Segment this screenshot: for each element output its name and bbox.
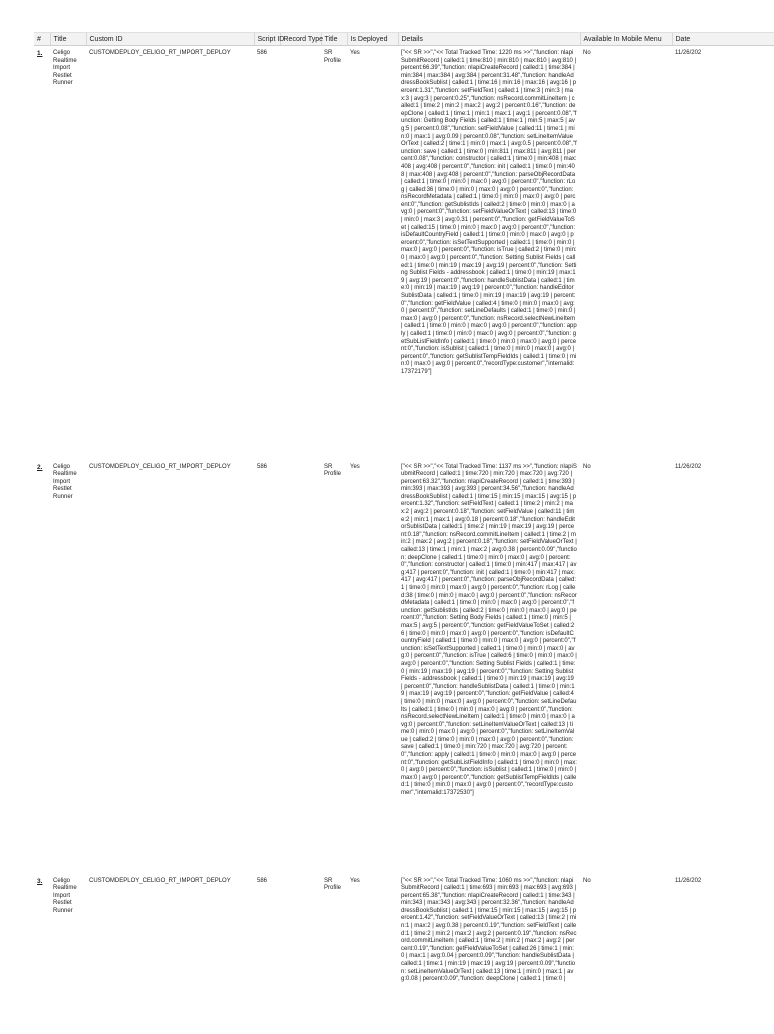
- cell-is-deployed: Yes: [350, 463, 360, 470]
- cell-date: 11/26/202: [675, 463, 702, 470]
- cell-details: ["<< SR >>","<< Total Tracked Time: 1220 ms >>","function: nlapiSubmitRecord | called:1 | time:810 | min:810 | max:810 | avg:810 | percent:66.39","function: nlapiCreateRecord | called:1 | time:384 | min:384 | max:384 | avg:384 | percent:31.48","function: handleAddressBookSublist | called:1 | time:16 | min:16 | max:16 | avg:16 | percent:1.31","function: setFieldText | called:1 | time:3 | min:3 | max:3 | avg:3 | percent:0.25","function: nsRecord.commitLineItem | called:1 | time:2 | min:2 | max:2 | avg:2 | percent:0.16","function: deepClone | called:1 | time:1 | min:1 | max:1 | avg:1 | percent:0.08","function: Getting Body Fields | called:1 | time:1 | min:5 | max:5 | avg:5 | percent:0.08","function: setFieldValue | called:11 | time:1 | min:0 | max:1 | avg:0.09 | percent:0.08","function: setLineItemValueOrText | called:2 | time:1 | min:0 | max:1 | avg:0.5 | percent:0.08","function: save | called:1 | time:0 | min:811 | max:811 | avg:811 | percent:0.08","function: constructor | called:1 | time:0 | min:408 | max:408 | avg:408 | percent:0","function: init | called:1 | time:0 | min:408 | max:408 | avg:408 | percent:0","function: parseObjRecordData | called:1 | time:0 | min:0 | max:0 | avg:0 | percent:0","function: rLog | called:36 | time:0 | min:0 | max:0 | avg:0 | percent:0","function: nsRecordMetadata | called:1 | time:0 | min:0 | max:0 | avg:0 | percent:0","function: getSublistIds | called:2 | time:0 | min:0 | max:0 | avg:0 | percent:0","function: setFieldValueOrText | called:13 | time:0 | min:0 | max:3 | avg:0.31 | percent:0","function: getFieldValueToSet | called:15 | time:0 | min:0 | max:0 | avg:0 | percent:0","function: isDefaultCountryField | called:1 | time:0 | min:0 | max:0 | avg:0 | percent:0","function: isSetTextSupported | called:1 | time:0 | min:0 | max:0 | avg:0 | percent:0","function: isTrue | called:2 | time:0 | min:0 | max:0 | avg:0 | percent:0","function: Setting Sublist Fields | called:1 | time:0 | min:19 | max:19 | avg:19 | percent:0","function: Setting Sublist Fields - addressbook | called:1 | time:0 | min:19 | max:19 | avg:19 | percent:0","function: handleSublistData | called:1 | time:0 | min:19 | max:19 | avg:19 | percent:0","function: handleEditorSublistData | called:1 | time:0 | min:19 | max:19 | avg:19 | percent:0","function: getFieldValue | called:4 | time:0 | min:0 | max:0 | avg:0 | percent:0","function: setLineDefaults | called:1 | time:0 | min:0 | max:0 | avg:0 | percent:0","function: nsRecord.selectNewLineItem | called:1 | time:0 | min:0 | max:0 | avg:0 | percent:0","function: apply | called:1 | time:0 | min:0 | max:0 | avg:0 | percent:0","function: getSubListFieldInfo | called:1 | time:0 | min:0 | max:0 | avg:0 | percent:0","function: isSublist | called:1 | time:0 | min:0 | max:0 | avg:0 | percent:0","function: getSublistTempFieldIds | called:1 | time:0 | min:0 | max:0 | avg:0 | percent:0","recordType:customer","internalid:17372179"]: [401, 50, 577, 375]
- cell-record-type: [280, 460, 321, 874]
- row-number-link[interactable]: 3.: [37, 877, 43, 885]
- cell-custom-id: CUSTOMDEPLOY_CELIGO_RT_IMPORT_DEPLOY: [89, 877, 231, 884]
- cell-script-id: 586: [257, 463, 268, 470]
- table-row: [34, 874, 774, 1034]
- cell-title: Celigo Realtime Import Restlet Runner: [53, 50, 77, 87]
- column-header-available-in-mobile-menu[interactable]: Available In Mobile Menu: [580, 33, 672, 46]
- column-header-details[interactable]: Details: [398, 33, 580, 46]
- cell-details: ["<< SR >>","<< Total Tracked Time: 1060 ms >>","function: nlapiSubmitRecord | called:1 | time:693 | min:693 | max:693 | avg:693 | percent:65.38","function: nlapiCreateRecord | called:1 | time:343 | min:343 | max:343 | avg:343 | percent:32.36","function: handleAddressBookSublist | called:1 | time:15 | min:15 | max:15 | avg:15 | percent:1.42","function: setFieldValueOrText | called:13 | time:2 | min:1 | max:2 | avg:0.38 | percent:0.19","function: setFieldText | called:1 | time:2 | min:2 | max:2 | avg:2 | percent:0.19","function: nsRecord.commitLineItem | called:1 | time:2 | min:2 | max:2 | avg:2 | percent:0.19","function: getFieldValueToSet | called:26 | time:1 | min:0 | max:1 | avg:0.04 | percent:0.09","function: handleSublistData | called:1 | time:1 | min:19 | max:19 | avg:19 | percent:0.09","function: setLineItemValueOrText | called:13 | time:1 | min:0 | max:1 | avg:0.08 | percent:0.09","function: deepClone | called:1 | time:0 |: [401, 877, 577, 983]
- column-header-custom-id[interactable]: Custom ID: [86, 33, 254, 46]
- row-number-link[interactable]: 1.: [37, 50, 43, 57]
- cell-custom-id: CUSTOMDEPLOY_CELIGO_RT_IMPORT_DEPLOY: [89, 50, 231, 56]
- table-row: [34, 46, 774, 460]
- column-header-date[interactable]: Date: [672, 33, 774, 46]
- row-number-link[interactable]: 2.: [37, 463, 43, 471]
- cell-record-type: [280, 46, 321, 460]
- column-header-number[interactable]: #: [34, 33, 50, 46]
- cell-available-in-mobile-menu: No: [583, 463, 591, 470]
- cell-available-in-mobile-menu: No: [583, 877, 591, 884]
- cell-title: Celigo Realtime Import Restlet Runner: [53, 463, 77, 500]
- column-header-is-deployed[interactable]: Is Deployed: [347, 33, 398, 46]
- results-table: [34, 32, 774, 1034]
- table-row: [34, 460, 774, 874]
- column-header-record-type[interactable]: Record Type: [280, 33, 321, 46]
- cell-title: Celigo Realtime Import Restlet Runner: [53, 877, 77, 914]
- cell-is-deployed: Yes: [350, 877, 360, 884]
- cell-date: 11/26/202: [675, 877, 702, 884]
- cell-custom-id: CUSTOMDEPLOY_CELIGO_RT_IMPORT_DEPLOY: [89, 463, 231, 470]
- cell-title-2: SR Profile: [324, 50, 342, 64]
- cell-title-2: SR Profile: [324, 463, 342, 478]
- cell-details: ["<< SR >>","<< Total Tracked Time: 1137 ms >>","function: nlapiSubmitRecord | called:1 | time:720 | min:720 | max:720 | avg:720 | percent:63.32","function: nlapiCreateRecord | called:1 | time:393 | min:393 | max:393 | avg:393 | percent:34.56","function: handleAddressBookSublist | called:1 | time:15 | min:15 | max:15 | avg:15 | percent:1.32","function: setFieldText | called:1 | time:2 | min:2 | max:2 | avg:2 | percent:0.18","function: setFieldValue | called:11 | time:2 | min:1 | max:1 | avg:0.18 | percent:0.18","function: handleEditorSublistData | called:1 | time:2 | min:19 | max:19 | avg:19 | percent:0.18","function: nsRecord.commitLineItem | called:1 | time:2 | min:2 | max:2 | avg:2 | percent:0.18","function: setFieldValueOrText | called:13 | time:1 | min:1 | max:2 | avg:0.38 | percent:0.09","function: deepClone | called:1 | time:0 | min:0 | max:0 | avg:0 | percent:0","function: constructor | called:1 | time:0 | min:417 | max:417 | avg:417 | percent:0","function: init | called:1 | time:0 | min:417 | max:417 | avg:417 | percent:0","function: parseObjRecordData | called:1 | time:0 | min:0 | max:0 | avg:0 | percent:0","function: rLog | called:38 | time:0 | min:0 | max:0 | avg:0 | percent:0","function: nsRecordMetadata | called:1 | time:0 | min:0 | max:0 | avg:0 | percent:0","function: getSublistIds | called:2 | time:0 | min:0 | max:0 | avg:0 | percent:0","function: Setting Body Fields | called:1 | time:0 | min:5 | max:5 | avg:5 | percent:0","function: getFieldValueToSet | called:26 | time:0 | min:0 | max:0 | avg:0 | percent:0","function: isDefaultCountryField | called:1 | time:0 | min:0 | max:0 | avg:0 | percent:0","function: isSetTextSupported | called:1 | time:0 | min:0 | max:0 | avg:0 | percent:0","function: isTrue | called:6 | time:0 | min:0 | max:0 | avg:0 | percent:0","function: Setting Sublist Fields | called:1 | time:0 | min:19 | max:19 | avg:19 | percent:0","function: Setting Sublist Fields - addressbook | called:1 | time:0 | min:19 | max:19 | avg:19 | percent:0","function: handleSublistData | called:1 | time:0 | min:19 | max:19 | avg:19 | percent:0","function: getFieldValue | called:4 | time:0 | min:0 | max:0 | avg:0 | percent:0","function: setLineDefaults | called:1 | time:0 | min:0 | max:0 | avg:0 | percent:0","function: nsRecord.selectNewLineItem | called:1 | time:0 | min:0 | max:0 | avg:0 | percent:0","function: setLineItemValueOrText | called:13 | time:0 | min:0 | max:0 | avg:0 | percent:0","function: setLineItemValue | called:2 | time:0 | min:0 | max:0 | avg:0 | percent:0","function: save | called:1 | time:0 | min:720 | max:720 | avg:720 | percent:0","function: apply | called:1 | time:0 | min:0 | max:0 | avg:0 | percent:0","function: getSubListFieldInfo | called:1 | time:0 | min:0 | max:0 | avg:0 | percent:0","function: isSublist | called:1 | time:0 | min:0 | max:0 | avg:0 | percent:0","function: getSublistTempFieldIds | called:1 | time:0 | min:0 | max:0 | avg:0 | percent:0","recordType:customer","internalid:17372530"]: [401, 463, 577, 797]
- cell-record-type: [280, 874, 321, 1034]
- cell-available-in-mobile-menu: No: [583, 50, 591, 56]
- cell-script-id: 586: [257, 50, 268, 56]
- cell-title-2: SR Profile: [324, 877, 342, 892]
- cell-script-id: 586: [257, 877, 268, 884]
- cell-date: 11/26/202: [675, 50, 702, 56]
- column-header-script-id[interactable]: Script ID: [254, 33, 280, 46]
- header-row: [34, 33, 774, 46]
- column-header-title-2[interactable]: Title: [321, 33, 347, 46]
- cell-is-deployed: Yes: [350, 50, 360, 56]
- column-header-title[interactable]: Title: [50, 33, 86, 46]
